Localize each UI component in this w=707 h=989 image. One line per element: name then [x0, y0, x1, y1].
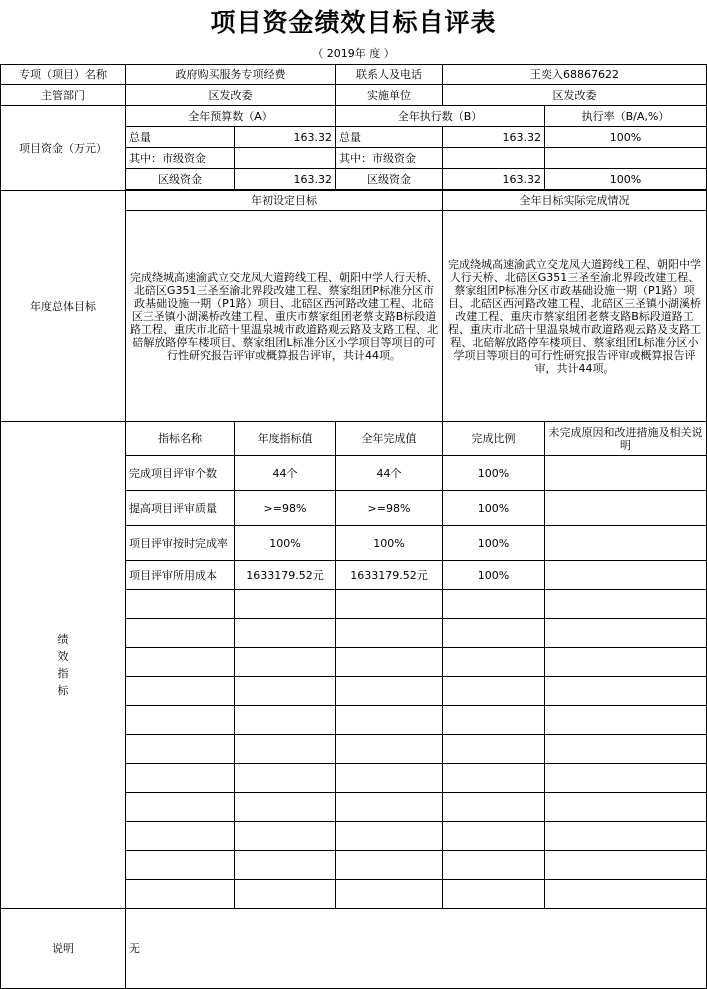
notes-row — [1, 909, 707, 989]
city-rate-value — [545, 148, 707, 169]
indicator-reason — [545, 526, 707, 561]
indicator-name: 项目评审按时完成率 — [126, 526, 235, 561]
total-rate-value: 100% — [545, 127, 707, 148]
evaluation-table — [0, 64, 707, 989]
indicator-reason — [545, 456, 707, 491]
indicators-label-char: 绩 — [57, 633, 69, 646]
indicator-name: 项目评审所用成本 — [126, 561, 235, 590]
exec-header: 全年执行数（B） — [336, 106, 545, 127]
indicator-target: 100% — [235, 526, 336, 561]
indicator-done: 1633179.52元 — [336, 561, 443, 590]
indicators-header-row — [1, 422, 707, 456]
indicator-ratio: 100% — [443, 526, 545, 561]
funds-label: 项目资金（万元） — [1, 106, 126, 191]
total-exec-label: 总量 — [336, 127, 443, 148]
actual-goal-header: 全年目标实际完成情况 — [443, 191, 707, 211]
empty-cell — [235, 764, 336, 793]
dept-value: 区发改委 — [126, 85, 336, 106]
empty-cell — [336, 880, 443, 909]
dept-label: 主管部门 — [1, 85, 126, 106]
district-exec-value: 163.32 — [443, 169, 545, 190]
empty-cell — [443, 619, 545, 648]
city-budget-label: 其中：市级资金 — [126, 148, 235, 169]
empty-cell — [235, 822, 336, 851]
empty-cell — [336, 677, 443, 706]
empty-cell — [545, 793, 707, 822]
empty-cell — [336, 706, 443, 735]
indicator-reason — [545, 491, 707, 526]
col-done-value: 全年完成值 — [336, 422, 443, 456]
empty-cell — [545, 880, 707, 909]
empty-cell — [443, 648, 545, 677]
indicator-reason — [545, 561, 707, 590]
empty-cell — [443, 735, 545, 764]
empty-cell — [545, 590, 707, 619]
empty-cell — [336, 590, 443, 619]
empty-cell — [126, 590, 235, 619]
indicators-label-char: 指 — [57, 667, 69, 680]
planned-goal-header: 年初设定目标 — [126, 191, 443, 211]
district-budget-value: 163.32 — [235, 169, 336, 190]
empty-cell — [235, 735, 336, 764]
empty-cell — [235, 590, 336, 619]
empty-cell — [336, 648, 443, 677]
empty-cell — [443, 677, 545, 706]
project-name-label: 专项（项目）名称 — [1, 65, 126, 85]
page-title: 项目资金绩效目标自评表 — [210, 8, 497, 37]
col-reason: 未完成原因和改进措施及相关说明 — [545, 422, 707, 456]
impl-label: 实施单位 — [336, 85, 443, 106]
indicator-done: 44个 — [336, 456, 443, 491]
col-ratio: 完成比例 — [443, 422, 545, 456]
contact-label: 联系人及电话 — [336, 65, 443, 85]
empty-cell — [545, 822, 707, 851]
empty-cell — [443, 764, 545, 793]
empty-cell — [545, 764, 707, 793]
indicator-target: 1633179.52元 — [235, 561, 336, 590]
empty-cell — [126, 822, 235, 851]
empty-cell — [545, 677, 707, 706]
empty-cell — [126, 851, 235, 880]
empty-cell — [126, 764, 235, 793]
indicator-ratio: 100% — [443, 456, 545, 491]
indicator-name: 完成项目评审个数 — [126, 456, 235, 491]
impl-value: 区发改委 — [443, 85, 707, 106]
empty-cell — [443, 851, 545, 880]
empty-cell — [545, 735, 707, 764]
indicator-target: >=98% — [235, 491, 336, 526]
indicators-label-char: 标 — [57, 684, 69, 697]
rate-header: 执行率（B/A,%） — [545, 106, 707, 127]
funds-header-row — [1, 106, 707, 127]
empty-cell — [336, 793, 443, 822]
empty-cell — [545, 648, 707, 677]
empty-cell — [235, 880, 336, 909]
indicator-done: 100% — [336, 526, 443, 561]
empty-cell — [126, 735, 235, 764]
indicators-label — [1, 422, 126, 909]
empty-cell — [126, 880, 235, 909]
empty-cell — [336, 619, 443, 648]
indicators-label-char: 效 — [57, 650, 69, 663]
planned-goal-text: 完成绕城高速渝武立交龙凤大道跨线工程、朝阳中学人行天桥、北碚区G351三圣至渝北界段改建工程、蔡家组团P标准分区市政基础设施一期（P1路）项目、北碚区西河路改建工程、北碚区三圣镇小湖溪桥改建工程、重庆市蔡家组团老蔡支路B标段道路工程、重庆市北碚十里温泉城市政道路观云路及支路工程、北碚解放路停车楼项目、蔡家组团L标准分区小学项目等项目的可行性研究报告评审或概算报告评审，共计44项。 — [126, 211, 443, 422]
empty-cell — [126, 793, 235, 822]
empty-cell — [545, 619, 707, 648]
district-exec-label: 区级资金 — [336, 169, 443, 190]
actual-goal-text: 完成绕城高速渝武立交龙凤大道跨线工程、朝阳中学人行天桥、北碚区G351三圣至渝北界段改建工程、蔡家组团P标准分区市政基础设施一期（P1路）项目、北碚区西河路改建工程、北碚区三圣镇小湖溪桥改建工程、重庆市蔡家组团老蔡支路B标段道路工程、重庆市北碚十里温泉城市政道路观云路及支路工程、北碚解放路停车楼项目、蔡家组团L标准分区小学项目等项目的可行性研究报告评审或概算报告评审，共计44项。 — [443, 211, 707, 422]
empty-cell — [235, 619, 336, 648]
indicator-ratio: 100% — [443, 561, 545, 590]
empty-cell — [126, 706, 235, 735]
empty-cell — [235, 706, 336, 735]
project-row — [1, 65, 707, 85]
empty-cell — [545, 706, 707, 735]
empty-cell — [126, 648, 235, 677]
total-exec-value: 163.32 — [443, 127, 545, 148]
empty-cell — [235, 677, 336, 706]
notes-label: 说明 — [1, 909, 126, 989]
city-budget-value — [235, 148, 336, 169]
indicator-target: 44个 — [235, 456, 336, 491]
empty-cell — [235, 851, 336, 880]
district-rate-value: 100% — [545, 169, 707, 190]
empty-cell — [443, 793, 545, 822]
project-name-value: 政府购买服务专项经费 — [126, 65, 336, 85]
empty-cell — [545, 851, 707, 880]
empty-cell — [336, 735, 443, 764]
empty-cell — [126, 677, 235, 706]
notes-value: 无 — [126, 909, 707, 989]
empty-cell — [336, 764, 443, 793]
empty-cell — [443, 822, 545, 851]
empty-cell — [235, 793, 336, 822]
budget-header: 全年预算数（A） — [126, 106, 336, 127]
indicator-ratio: 100% — [443, 491, 545, 526]
col-target-value: 年度指标值 — [235, 422, 336, 456]
empty-cell — [336, 822, 443, 851]
total-budget-label: 总量 — [126, 127, 235, 148]
indicator-name: 提高项目评审质量 — [126, 491, 235, 526]
empty-cell — [126, 619, 235, 648]
indicator-done: >=98% — [336, 491, 443, 526]
department-row — [1, 85, 707, 106]
empty-cell — [336, 851, 443, 880]
district-budget-label: 区级资金 — [126, 169, 235, 190]
total-budget-value: 163.32 — [235, 127, 336, 148]
col-indicator-name: 指标名称 — [126, 422, 235, 456]
city-exec-label: 其中：市级资金 — [336, 148, 443, 169]
goals-label: 年度总体目标 — [1, 191, 126, 422]
empty-cell — [443, 880, 545, 909]
contact-value: 王奕入68867622 — [443, 65, 707, 85]
city-exec-value — [443, 148, 545, 169]
year-label: （ 2019年 度 ） — [312, 47, 395, 60]
empty-cell — [443, 590, 545, 619]
empty-cell — [235, 648, 336, 677]
empty-cell — [443, 706, 545, 735]
goals-header-row — [1, 191, 707, 211]
